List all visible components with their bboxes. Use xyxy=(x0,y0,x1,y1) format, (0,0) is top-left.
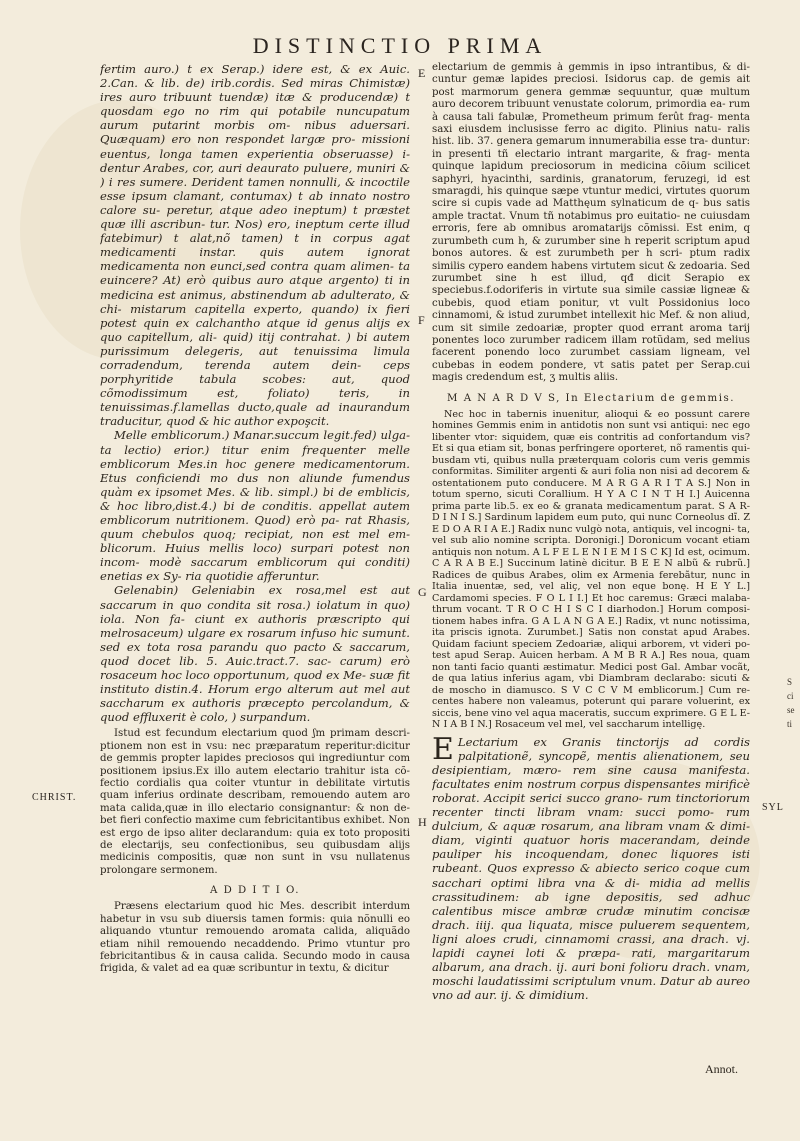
section-heading: M A N A R D V S, In Electarium de gemmis. xyxy=(447,392,735,404)
right-column xyxy=(432,62,750,1112)
text-span: Lectarium ex Granis tinctorijs ad cordis palpitationẽ, syncopẽ, mentis alienationem, seu desipientiam, mæro- rem sine causa manifesta. facultates enim nostrum corpus dispensantes mirificè roborat. Accipit serici succo grano- rum tinctoriorum recenter tincti libram vnam: succi pomo- rum dulcium, & aquæ rosarum, ana libram vnam & dimi- diam, viginti quatuor horis macerandam, deinde pauliper his incoquendam, donec liquores isti rubeant. Quos expresso & abiecto serico coque cum sacchari optimi libra vna & di- midia ad mellis crassitudinem: ab igne depositis, sed adhuc calentibus misce ambræ crudæ minutim concisæ drach. iiij. qua liquata, misce puluerem sequentem, ligni aloes crudi, cinnamomi crassi, ana drach. vj. lapidi caynei loti & præpa- rati, margaritarum albarum, ana drach. ij. auri boni folioru drach. vnam, moschi laudatissimi scriptulum vnum. Datur ab aureo vno ad aur. ij. & dimidium. xyxy=(432,734,750,1003)
left-column xyxy=(100,62,410,1112)
edge-fragment: ti xyxy=(787,719,793,729)
text-block: Præsens electarium quod hic Mes. describit interdum habetur in vsu sub diuersis tamen formis: quia nõnulli eo aliquando vtuntur remouendo aromata calida, aliquãdo etiam nihil remouendo necaddendo. Primo vtuntur pro febricitantibus & in causa calida. Secundo modo in causa frigida, & valet ad ea quæ scribuntur in textu, & dicitur xyxy=(100,901,410,975)
edge-fragment: ci xyxy=(787,691,794,701)
text-block: Melle emblicorum.) Manar.succum legit.fed) ulga- ta lectio) erior.) titur enim frequenter melle emblicorum Mes.in hoc genere medicamentorum. Etus conficiendi mo dus non aliunde fumendus quàm ex ipsomet Mes. & lib. simpl.) bi de emblicis, & hoc libro,dist.4.) bi de conditis. appellat autem emblicorum nutritionem. Quod) erò pa- rat Rhasis, quum chebulos quoq; recipiat, non est mel em- blicorum. Huius mellis loco) surpari potest non incom- modè saccarum emblicorum qui conditi) enetias ex Sy- ria quotidie afferuntur. xyxy=(100,428,410,584)
section-letter-f: F xyxy=(418,313,425,327)
text-block: Istud est fecundum electarium quod ʃm primam descri- ptionem non est in vsu: nec præparatum reperitur:dicitur de gemmis propter lapides preciosos qui ingrediuntur com positionem ipsius.Ex illo autem electario trahitur ista cõ- fectio cordialis qua coiter vtuntur in debilitate virtutis quam inferius ordinate describam, remouendo autem aro mata calida,quæ in illo electario consignantur: & non de- bet fieri confectio maxime cum febricitantibus exhibet. Non est ergo de ipso aliter declarandum: quia ex toto propositi de electarijs, seu confectionibus, seu quibusdam alijs medicinis compositis, quæ non sunt in vsu nullatenus prolongare sermonem. xyxy=(100,728,410,876)
text-block xyxy=(432,731,750,1003)
margin-note-syl: SYL xyxy=(762,802,784,813)
edge-fragment: se xyxy=(787,705,795,715)
page-title: DISTINCTIO PRIMA xyxy=(252,33,548,58)
text-block: Gelenabin) Geleniabin ex rosa,mel est aut saccarum in quo condita sit rosa.) iolatum in quo) iola. Non fa- ciunt ex authoris præscripto qui melrosaceum) ulgare ex rosarum infuso hic sumunt. sed ex tota rosa parandu quo pacto & saccarum, quod docet lib. 5. Auic.tract.7. sac- carum) erò rosaceum hoc loco opportunum, quod ex Me- suæ fit instituto distin.4. Horum ergo alterum aut mel aut saccharum ex authoris præcepto percolandum, & quod effluxerit è colo, ) surpandum. xyxy=(100,583,410,725)
catchword: Annot. xyxy=(705,1062,738,1076)
text-block: fertim auro.) t ex Serap.) idere est, & ex Auic. 2.Can. & lib. de) irib.cordis. Sed miras Chimistæ) ires auro tribuunt tuendæ) itæ & producendæ) t quosdam ego no rim qui potabile nuncupatum aurum putarint morbis om- nibus aduersari. Quæquam) ero non respondet largæ pro- missioni euentus, longa tamen experientia obseruasse) i- dentur Arabes, cor, auri deaurato puluere, muniri & ) i res sumere. Derident tamen nonnulli, & incoctile esse ipsum clamant, contumax) t ab innato nostro calore su- peretur, atque adeo ineptum) t præstet quæ illi ascribun- tur. Nos) ero, ineptum certe illud fatebimur) t alat,nõ tamen) t in corpus agat medicamenti instar. quis autem ignorat medicamenta non eunci,sed contra quam alimen- ta euincere? At) erò quibus auro atque argento) ti in medicina est animus, abstinendum ab adulterato, & chi- mistarum capitella experto, quando) ix fieri potest quin ex calchantho atque id genus alijs ex quo capitellum, ali- quid) itij contrahat. ) bi autem purissimum delegeris, aut tenuissima limula corradendum, terenda autem dein- ceps porphyritide tabula scobes: aut, quod cõmodissimum est, foliato) teris, in tenuissimas.f.lamellas ducto,quale ad inaurandum traducitur, quod & hic author expoşcit. xyxy=(100,62,410,429)
section-heading: A D D I T I O. xyxy=(210,885,300,897)
section-letter-g: G xyxy=(418,585,427,599)
edge-fragment: S xyxy=(787,677,793,687)
text-block: electarium de gemmis à gemmis in ipso intrantibus, & di- cuntur gemæ lapides preciosi. Isidorus cap. de gemis ait post marmorum genera gemmæ sequuntur, quæ multum auro decorem tribuunt venustate colorum, primordia ea- rum à causa tali fabulæ, Prometheum primum ferût frag- menta saxi eiusdem inclusisse ferro ac digito. Plinius natu- ralis hist. lib. 37. genera gemarum innumerabilia esse tra- duntur: in presenti tñ electario intrant margarite, & frag- menta quinque lapidum preciosorum in medicina cõium scilicet saphyri, hyacinthi, sardinis, granatorum, feruzegi, id est smaragdi, his quinque sæpe vtuntur medici, virtutes quorum scire si cupis vade ad Matthęum sylnaticum de q- bus satis ample tractat. Vnum tñ notabimus pro euitatio- ne cuiusdam erroris, fere ab omnibus aromatarijs cõmissi. Est enim, q zurumbeth cum h, & zurumber sine h reperit scriptum apud bonos autores. & est zurumbeth per h scri- ptum radix similis cypero eandem habens virtutem sicut & zedoaria. Sed zurumbet sine h est illud, qđ dicit Serapio ex speciebus.f.odoriferis in virtute sua simile cassiæ ligneæ & cubebis, quod etiam ponitur, vt vult Possidonius loco cinnamomi, & istud zurumbet intellexit hic Mef. & non aliud, cum sit simile zedoariæ, propter quod errant aroma tarij ponentes loco zurumber radicem illam rotũdam, sed melius facerent ponendo loco zurumbet cassiam ligneam, vel cubebas in eodem pondere, vt satis patet per Serap.cui magis credendum est, ʒ multis aliis. xyxy=(432,62,750,384)
section-letter-e: E xyxy=(418,66,426,80)
section-letter-h: H xyxy=(418,815,427,829)
text-block: Nec hoc in tabernis inuenitur, alioqui & eo possunt carere homines Gemmis enim in antidotis non sunt vsi antiqui: nec ego libenter vtor: siquidem, quæ eis contritis ad confortandum vis? Et si qua etiam sit, bonas perfringere oporteret, nõ ramentis qui- busdam vti, quibus nulla præterquam coloris cum veris gemmis conformitas. Similiter argenti & auri folia non nisi ad decorem & ostentationem puto conducere. M A R G A R I T A S.] Non in totum sperno, sicuti Corallium. H Y A C I N T H I.] Auicenna prima parte lib.5. ex eo & granata medicamentum parat. S A R- D I N I S.] Sardinum lapidem eum puto, qui nunc Corneolus dĩ. Z E D O A R I A E.] Radix nunc vulgò nota, antiquis, vel incogni- ta, vel sub alio nomine scripta. Doronigi.] Doronicum vocant etiam antiquis non notum. A L F E L E N I E M I S C K] Id est, ocimum. C A R A B E.] Succinum latinè dicitur. B E E N albũ & rubrũ.] Radices de quibus Arabes, olim ex Armenia ferebãtur, nunc in Italia inuentæ, sed, vel aliç, vel non eque bonę. H E Y L.] Cardamomi species. F O L I I.] Et hoc caremus: Græci malaba- thrum vocant. T R O C H I S C I diarhodon.] Horum composi- tionem habes infra. G A L A N G A E.] Radix, vt nunc notissima, ita priscis ignota. Zurumbet.] Satis non constat apud Arabes. Quidam faciunt speciem Zedoariæ, aliqui arborem, vt videri po- test apud Serap. Auicen herbam. A M B R A.] Res noua, quam non tanti facio quanti æstimatur. Medici post Gal. Ambar vocãt, de qua latius inferius agam, vbi Diambram declarabo: sicuti & de moscho in diamusco. S V C C V M emblicorum.] Cum re- centes habere non valeamus, poterunt qui parare voluerint, ex siccis, bene vino vel aqua maceratis, succum exprimere. G E L E- N I A B I N.] Rosaceum vel mel, vel saccharum intelligę. xyxy=(432,408,750,731)
margin-note-christ: CHRIST. xyxy=(32,792,77,803)
drop-capital: E xyxy=(432,731,454,767)
